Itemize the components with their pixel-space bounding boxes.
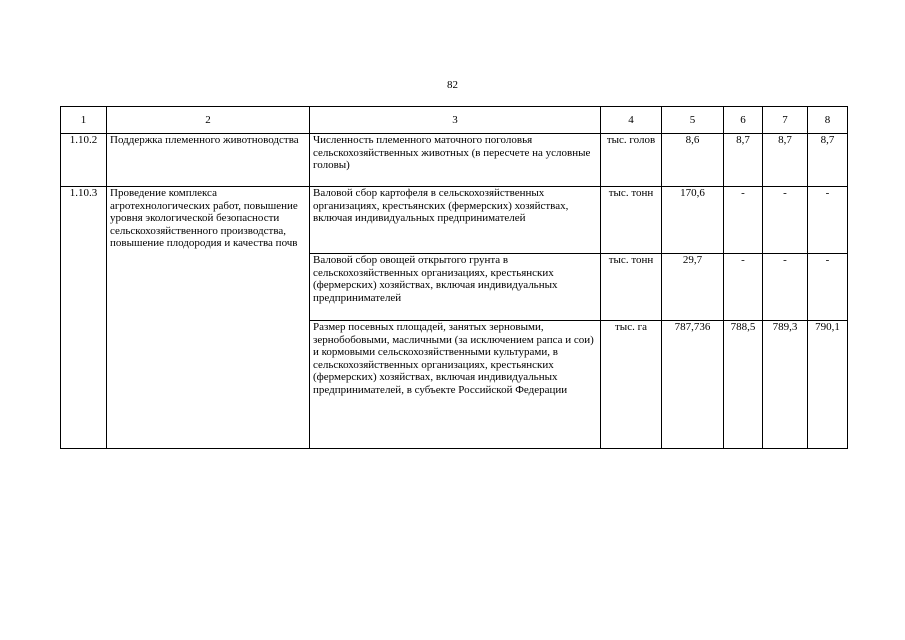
indicator-cell: Валовой сбор картофеля в сельскохозяйственных организациях, крестьянских (фермерских) хозяйствах, включая индивидуальных предпринимателей: [310, 187, 601, 254]
header-cell: 6: [724, 107, 763, 134]
unit-cell: тыс. голов: [601, 134, 662, 187]
value-cell: 8,7: [724, 134, 763, 187]
row-number: 1.10.3: [61, 187, 107, 449]
table-row: [61, 187, 848, 254]
value-cell: 789,3: [763, 321, 808, 449]
value-cell: -: [763, 187, 808, 254]
activity-cell: Проведение комплекса агротехнологических работ, повышение уровня экологической безопасности сельскохозяйственного производства, повышение плодородия и качества почв: [107, 187, 310, 449]
indicator-cell: Валовой сбор овощей открытого грунта в сельскохозяйственных организациях, крестьянских (фермерских) хозяйствах, включая индивидуальных предпринимателей: [310, 254, 601, 321]
value-cell: 788,5: [724, 321, 763, 449]
activity-cell: Поддержка племенного животноводства: [107, 134, 310, 187]
value-cell: -: [808, 254, 848, 321]
value-cell: 29,7: [662, 254, 724, 321]
value-cell: 170,6: [662, 187, 724, 254]
header-cell: 8: [808, 107, 848, 134]
indicator-cell: Размер посевных площадей, занятых зерновыми, зернобобовыми, масличными (за исключением рапса и сои) и кормовыми сельскохозяйственными культурами, в сельскохозяйственных организациях, крестьянских (фермерских) хозяйствах, включая индивидуальных предпринимателей, в субъекте Российской Федерации: [310, 321, 601, 449]
indicators-table: [60, 106, 848, 449]
unit-cell: тыс. тонн: [601, 254, 662, 321]
unit-cell: тыс. тонн: [601, 187, 662, 254]
value-cell: -: [763, 254, 808, 321]
table-header-row: [61, 107, 848, 134]
header-cell: 2: [107, 107, 310, 134]
header-cell: 3: [310, 107, 601, 134]
value-cell: -: [808, 187, 848, 254]
value-cell: -: [724, 254, 763, 321]
value-cell: 8,6: [662, 134, 724, 187]
header-cell: 5: [662, 107, 724, 134]
value-cell: 790,1: [808, 321, 848, 449]
header-cell: 1: [61, 107, 107, 134]
value-cell: 8,7: [763, 134, 808, 187]
page-number: 82: [447, 79, 458, 91]
unit-cell: тыс. га: [601, 321, 662, 449]
value-cell: 787,736: [662, 321, 724, 449]
value-cell: -: [724, 187, 763, 254]
header-cell: 7: [763, 107, 808, 134]
value-cell: 8,7: [808, 134, 848, 187]
header-cell: 4: [601, 107, 662, 134]
indicator-cell: Численность племенного маточного поголовья сельскохозяйственных животных (в пересчете на условные головы): [310, 134, 601, 187]
row-number: 1.10.2: [61, 134, 107, 187]
table-row: [61, 134, 848, 187]
